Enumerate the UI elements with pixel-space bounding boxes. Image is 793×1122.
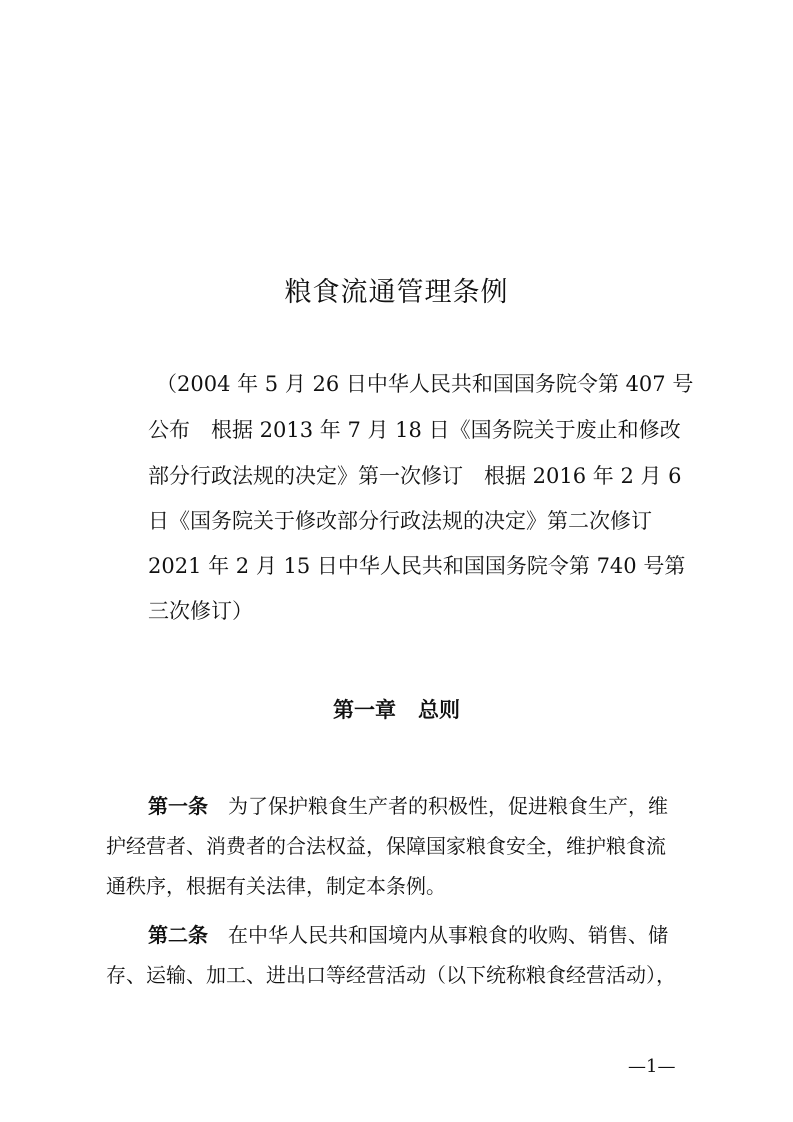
revision-note-line: （2004 年 5 月 26 日中华人民共和国国务院令第 407 号 [156, 372, 694, 396]
revision-note-line: 部分行政法规的决定》第一次修订 根据 2016 年 2 月 6 [148, 464, 682, 488]
article-text-line: 护经营者、消费者的合法权益，保障国家粮食安全，维护粮食流 [106, 834, 666, 858]
document-title: 粮食流通管理条例 [284, 277, 509, 309]
revision-note-line: 日《国务院关于修改部分行政法规的决定》第二次修订 [148, 509, 652, 533]
article-text-line: 在中华人民共和国境内从事粮食的收购、销售、储 [228, 923, 668, 947]
revision-note-line: 公布 根据 2013 年 7 月 18 日《国务院关于废止和修改 [148, 418, 681, 442]
page-number: —1— [628, 1056, 676, 1077]
revision-note-line: 三次修订） [148, 599, 253, 623]
article-text-line: 存、运输、加工、进出口等经营活动（以下统称粮食经营活动）， [106, 963, 676, 987]
article-label: 第一条 [148, 794, 208, 818]
article-text-line: 为了保护粮食生产者的积极性，促进粮食生产，维 [228, 794, 668, 818]
article-text-line: 通秩序，根据有关法律，制定本条例。 [106, 874, 446, 898]
chapter-name: 总则 [418, 698, 460, 722]
revision-note-line: 2021 年 2 月 15 日中华人民共和国国务院令第 740 号第 [148, 554, 686, 578]
chapter-number: 第一章 [333, 698, 396, 722]
article-label: 第二条 [148, 923, 208, 947]
chapter-heading [0, 694, 793, 724]
